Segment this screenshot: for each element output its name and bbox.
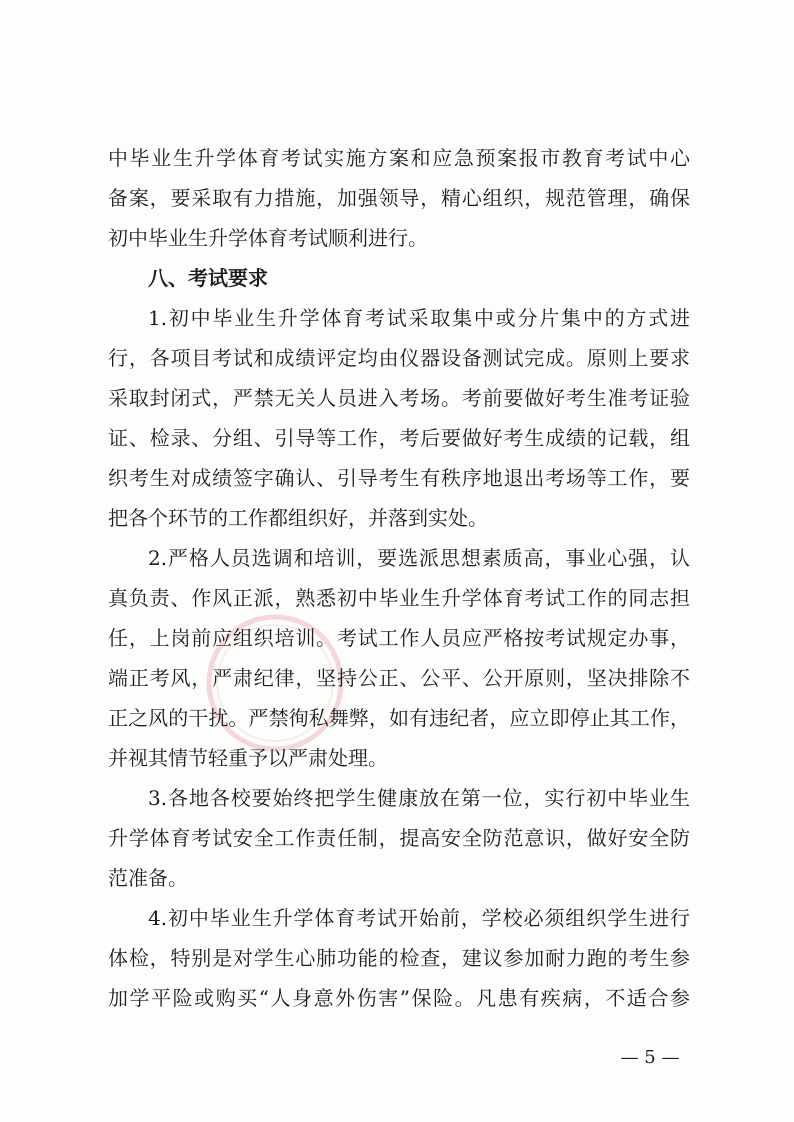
item-1-line: 把各个环节的工作都组织好，并落到实处。 — [108, 506, 488, 530]
item-2-line: 并视其情节轻重予以严肃处理。 — [108, 746, 388, 770]
item-1-line: 证、检录、分组、引导等工作，考后要做好考生成绩的记载，组 — [108, 426, 690, 450]
item-1-line: 1.初中毕业生升学体育考试采取集中或分片集中的方式进 — [148, 306, 690, 330]
item-3-line: 3.各地各校要始终把学生健康放在第一位，实行初中毕业生 — [148, 786, 690, 810]
item-2-line: 端正考风，严肃纪律，坚持公正、公平、公开原则，坚决排除不 — [108, 666, 690, 690]
body-line: 中毕业生升学体育考试实施方案和应急预案报市教育考试中心 — [108, 146, 690, 170]
item-2-line: 真负责、作风正派，熟悉初中毕业生升学体育考试工作的同志担 — [108, 586, 690, 610]
item-1-line: 采取封闭式，严禁无关人员进入考场。考前要做好考生准考证验 — [108, 386, 690, 410]
section-heading: 八、考试要求 — [148, 266, 268, 290]
body-line: 备案，要采取有力措施，加强领导，精心组织，规范管理，确保 — [108, 186, 690, 210]
item-1-line: 行，各项目考试和成绩评定均由仪器设备测试完成。原则上要求 — [108, 346, 690, 370]
item-2-line: 任，上岗前应组织培训。考试工作人员应严格按考试规定办事， — [108, 626, 690, 650]
item-4-line: 4.初中毕业生升学体育考试开始前，学校必须组织学生进行 — [148, 906, 690, 930]
page-number: — 5 — — [620, 1047, 680, 1068]
item-4-line: 加学平险或购买“人身意外伤害”保险。凡患有疾病，不适合参 — [108, 986, 690, 1010]
item-1-line: 织考生对成绩签字确认、引导考生有秩序地退出考场等工作，要 — [108, 466, 690, 490]
item-4-line: 体检，特别是对学生心肺功能的检查，建议参加耐力跑的考生参 — [108, 946, 690, 970]
item-2-line: 2.严格人员选调和培训，要选派思想素质高，事业心强，认 — [148, 546, 690, 570]
body-line: 初中毕业生升学体育考试顺利进行。 — [108, 226, 428, 250]
item-2-line: 正之风的干扰。严禁徇私舞弊，如有违纪者，应立即停止其工作， — [108, 706, 690, 730]
item-3-line: 范准备。 — [108, 866, 188, 890]
item-3-line: 升学体育考试安全工作责任制，提高安全防范意识，做好安全防 — [108, 826, 690, 850]
